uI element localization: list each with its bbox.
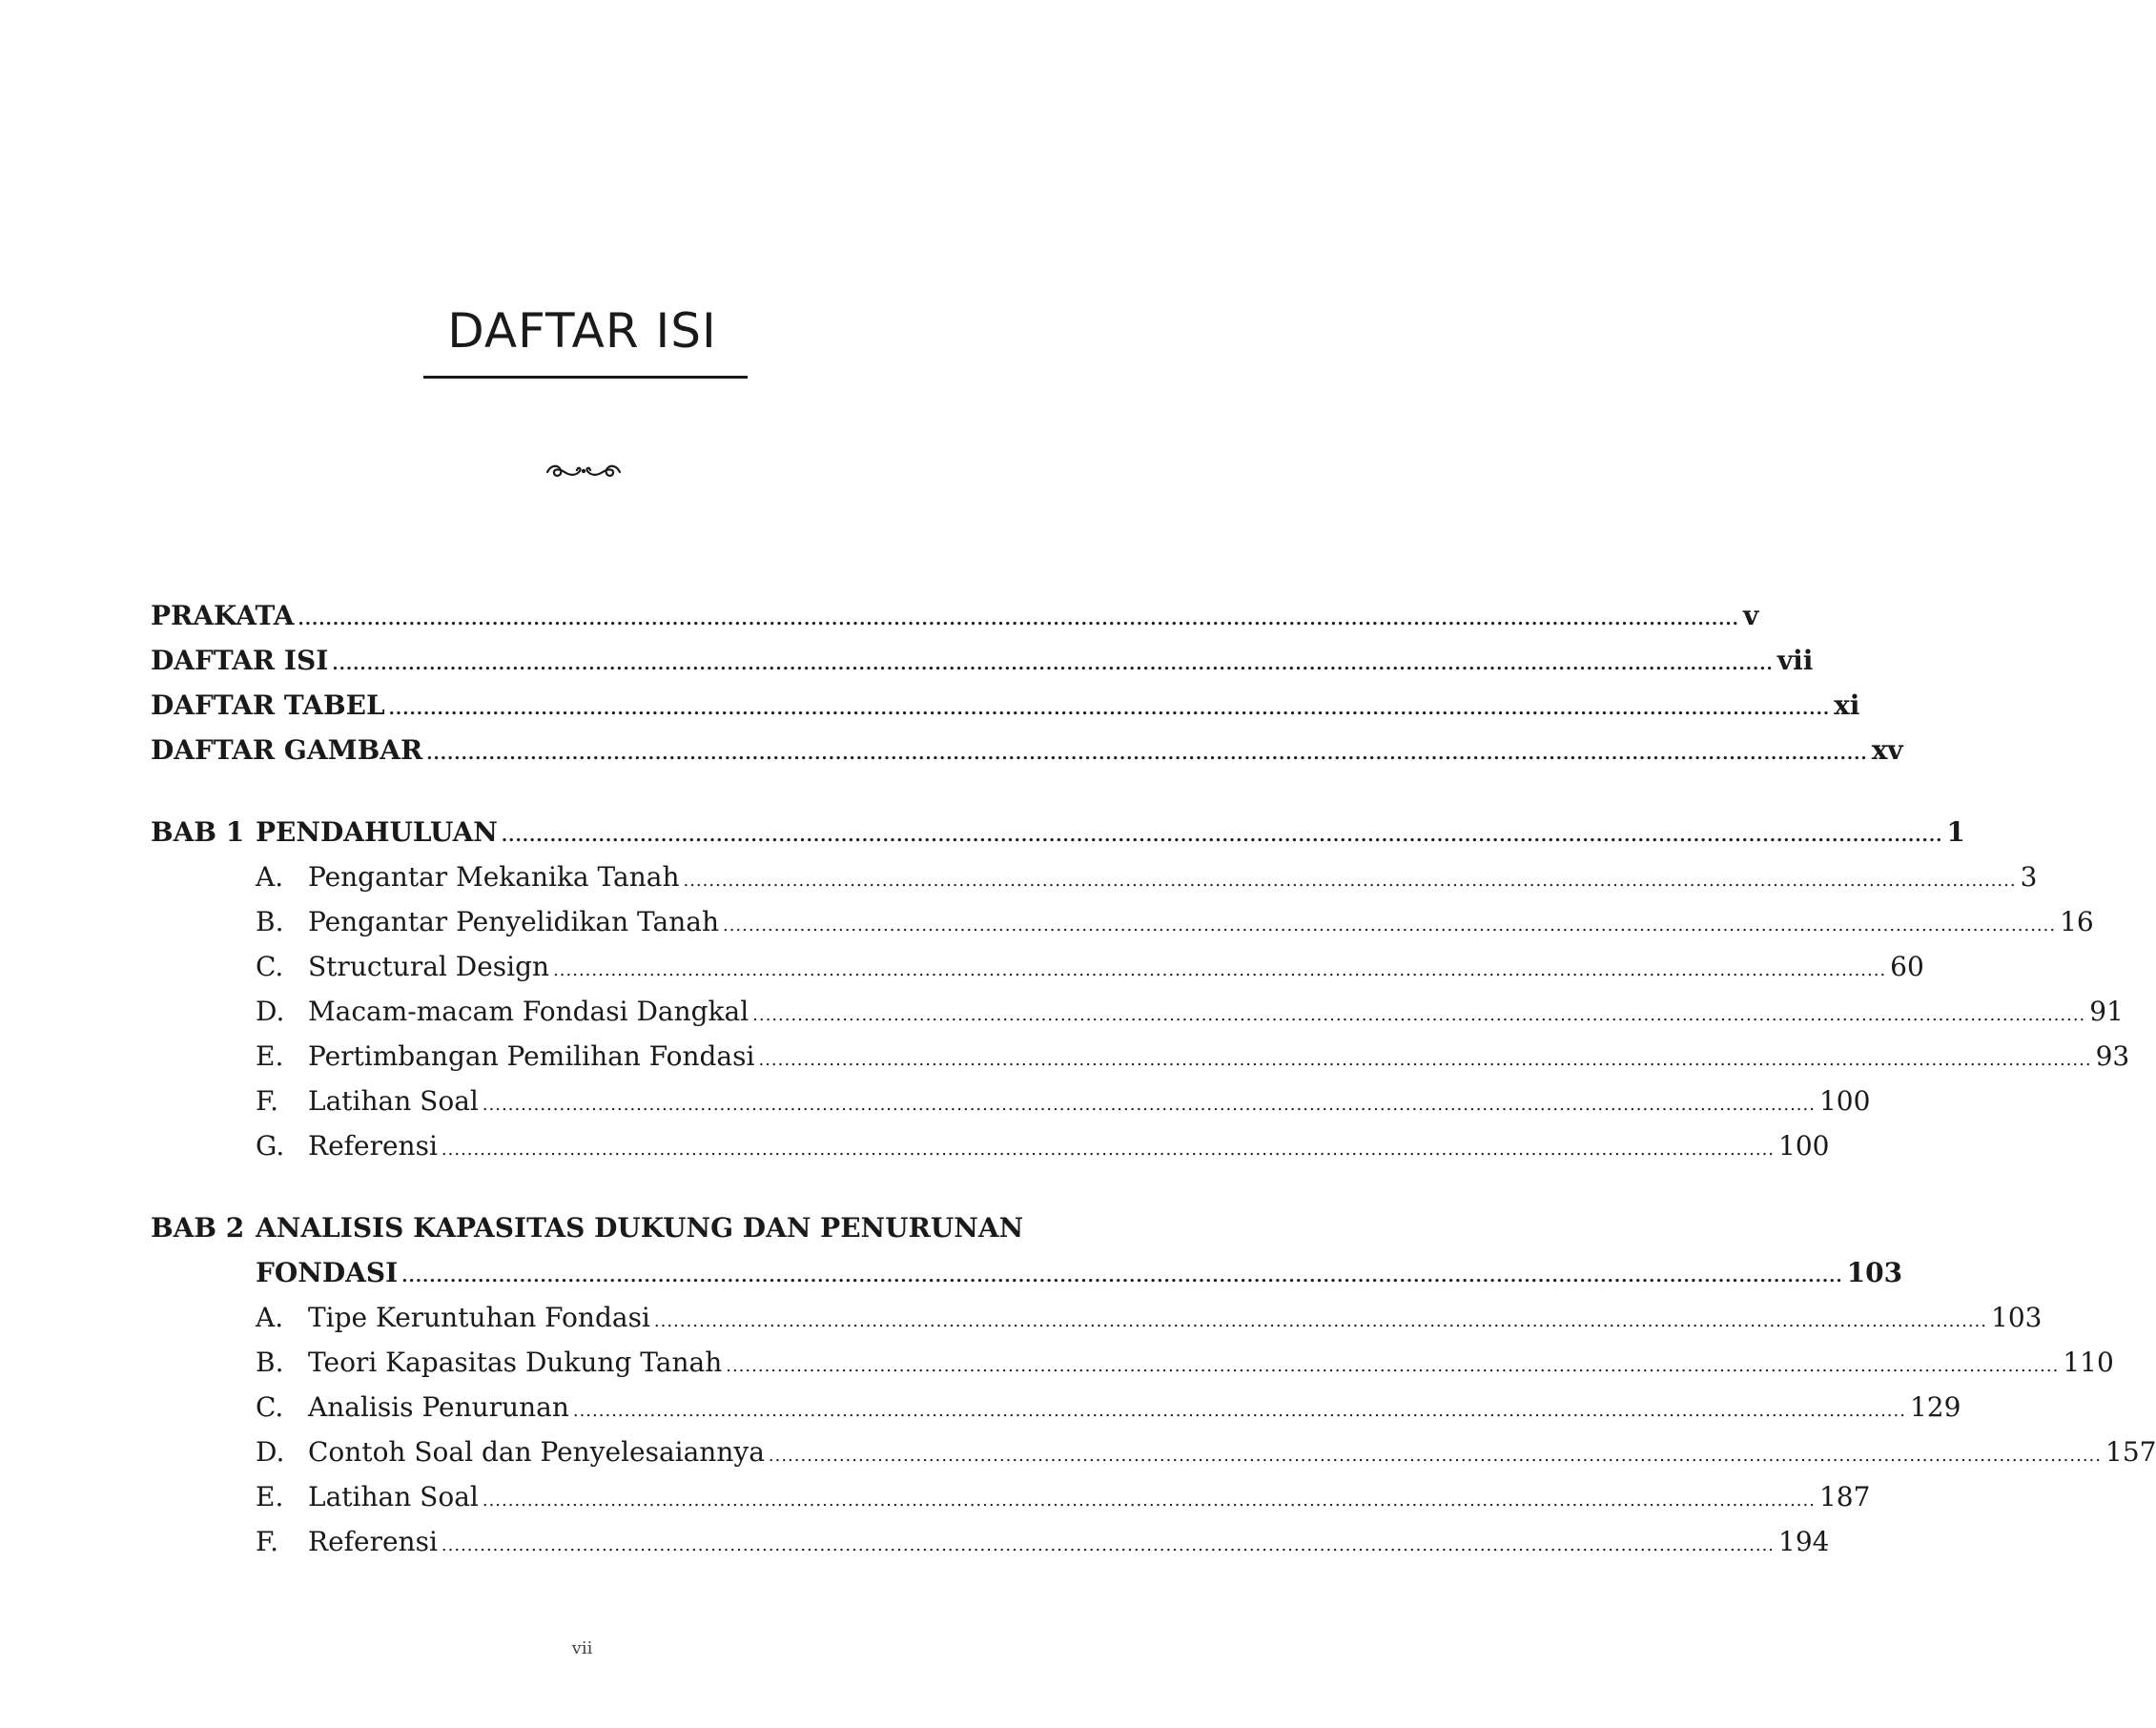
section-letter: F. — [256, 1085, 278, 1117]
section-letter: B. — [256, 906, 284, 937]
toc-entry-section[interactable] — [308, 1389, 1961, 1427]
dot-leader: ................................................................................................................................................................................................................ — [683, 871, 2017, 891]
toc-entry-section[interactable] — [308, 1344, 2114, 1382]
chapter-title-line-1[interactable]: ANALISIS KAPASITAS DUKUNG DAN PENURUNAN — [256, 1212, 1024, 1244]
toc-page-number: vii — [1776, 645, 1814, 676]
toc-page-number: 103 — [1991, 1302, 2043, 1333]
section-letter: G. — [256, 1130, 285, 1162]
toc-entry-daftar-gambar[interactable] — [151, 731, 1903, 770]
toc-page-number: v — [1742, 600, 1759, 631]
toc-entry-daftar-tabel[interactable] — [151, 687, 1860, 725]
dot-leader: ................................................................................................................................................................................................................ — [482, 1095, 1816, 1115]
page-number-footer: vii — [571, 1638, 593, 1658]
toc-page-number: 16 — [2060, 906, 2094, 937]
section-letter: E. — [256, 1481, 284, 1512]
section-title: Latihan Soal — [308, 1481, 479, 1512]
dot-leader: ................................................................................................................................................................................................................ — [768, 1446, 2102, 1466]
toc-entry-chapter-2[interactable] — [256, 1254, 1903, 1292]
section-letter: C. — [256, 951, 284, 982]
toc-page-number: 93 — [2095, 1040, 2130, 1072]
toc-page-number: 129 — [1909, 1391, 1961, 1423]
section-title: Tipe Keruntuhan Fondasi — [308, 1302, 650, 1333]
section-title: Analisis Penurunan — [308, 1391, 569, 1423]
dot-leader: ................................................................................................................................................................................................................ — [726, 1356, 2060, 1376]
dot-leader: ................................................................................................................................................................................................................ — [758, 1050, 2092, 1070]
section-letter: D. — [256, 996, 285, 1027]
section-letter: C. — [256, 1391, 284, 1423]
toc-page-number: 100 — [1818, 1085, 1871, 1117]
section-title: Macam-macam Fondasi Dangkal — [308, 996, 749, 1027]
toc-entry-section[interactable] — [308, 993, 2124, 1031]
dot-leader: ................................................................................................................................................................................................................ — [501, 826, 1943, 846]
section-letter: F. — [256, 1526, 278, 1557]
chapter-title-line-2: FONDASI — [256, 1257, 399, 1288]
toc-page-number: xi — [1834, 689, 1860, 721]
toc-entry-section[interactable] — [308, 903, 2094, 941]
dot-leader: ................................................................................................................................................................................................................ — [441, 1140, 1776, 1160]
toc-entry-section[interactable] — [308, 1127, 1830, 1165]
dot-leader: ................................................................................................................................................................................................................ — [441, 1535, 1776, 1555]
section-title: Referensi — [308, 1526, 438, 1557]
toc-entry-section[interactable] — [308, 1433, 2156, 1471]
toc-label: DAFTAR GAMBAR — [151, 734, 423, 766]
section-title: Teori Kapasitas Dukung Tanah — [308, 1347, 723, 1378]
toc-label: DAFTAR ISI — [151, 645, 329, 676]
dot-leader: ................................................................................................................................................................................................................ — [426, 744, 1868, 764]
toc-entry-prakata[interactable] — [151, 597, 1759, 635]
toc-page-number: 3 — [2020, 861, 2038, 893]
dot-leader: ................................................................................................................................................................................................................ — [482, 1491, 1816, 1511]
section-title: Pertimbangan Pemilihan Fondasi — [308, 1040, 755, 1072]
toc-label: DAFTAR TABEL — [151, 689, 385, 721]
toc-entry-daftar-isi[interactable] — [151, 642, 1814, 680]
toc-page-number: 187 — [1818, 1481, 1871, 1512]
dot-leader: ................................................................................................................................................................................................................ — [722, 915, 2057, 936]
section-letter: B. — [256, 1347, 284, 1378]
toc-entry-chapter-1[interactable] — [256, 813, 1965, 852]
toc-page-number: 1 — [1946, 816, 1965, 848]
dot-leader: ................................................................................................................................................................................................................ — [572, 1401, 1906, 1421]
toc-entry-section[interactable] — [308, 1478, 1871, 1516]
toc-page-number: 60 — [1890, 951, 1924, 982]
dot-leader: ................................................................................................................................................................................................................ — [752, 1005, 2086, 1025]
toc-label: PRAKATA — [151, 600, 295, 631]
dot-leader: ................................................................................................................................................................................................................ — [553, 960, 1887, 980]
toc-page-number: 157 — [2105, 1436, 2156, 1468]
toc-page-number: 110 — [2063, 1347, 2114, 1378]
section-title: Referensi — [308, 1130, 438, 1162]
section-letter: D. — [256, 1436, 285, 1468]
chapter-title: PENDAHULUAN — [256, 816, 498, 848]
section-title: Latihan Soal — [308, 1085, 479, 1117]
dot-leader: ................................................................................................................................................................................................................ — [388, 699, 1831, 719]
section-title: Contoh Soal dan Penyelesaiannya — [308, 1436, 765, 1468]
section-letter: E. — [256, 1040, 284, 1072]
section-letter: A. — [256, 861, 284, 893]
page-title: DAFTAR ISI — [447, 303, 717, 359]
chapter-number: BAB 1 — [151, 816, 245, 848]
dot-leader: ................................................................................................................................................................................................................ — [401, 1266, 1843, 1286]
section-letter: A. — [256, 1302, 284, 1333]
section-title: Pengantar Mekanika Tanah — [308, 861, 680, 893]
chapter-number: BAB 2 — [151, 1212, 245, 1244]
toc-page-number: 103 — [1846, 1257, 1903, 1288]
toc-page-number: 91 — [2089, 996, 2124, 1027]
toc-entry-section[interactable] — [308, 1038, 2130, 1076]
dot-leader: ................................................................................................................................................................................................................ — [332, 654, 1774, 674]
section-title: Structural Design — [308, 951, 550, 982]
dot-leader: ................................................................................................................................................................................................................ — [653, 1311, 1987, 1331]
toc-entry-section[interactable] — [308, 1082, 1871, 1121]
toc-entry-section[interactable] — [308, 948, 1924, 986]
toc-entry-section[interactable] — [308, 1523, 1830, 1561]
toc-entry-section[interactable] — [308, 858, 2038, 896]
section-title: Pengantar Penyelidikan Tanah — [308, 906, 719, 937]
dot-leader: ................................................................................................................................................................................................................ — [298, 609, 1739, 629]
toc-page-number: 100 — [1778, 1130, 1830, 1162]
toc-page-number: xv — [1871, 734, 1903, 766]
toc-entry-section[interactable] — [308, 1299, 2043, 1337]
toc-page-number: 194 — [1778, 1526, 1830, 1557]
